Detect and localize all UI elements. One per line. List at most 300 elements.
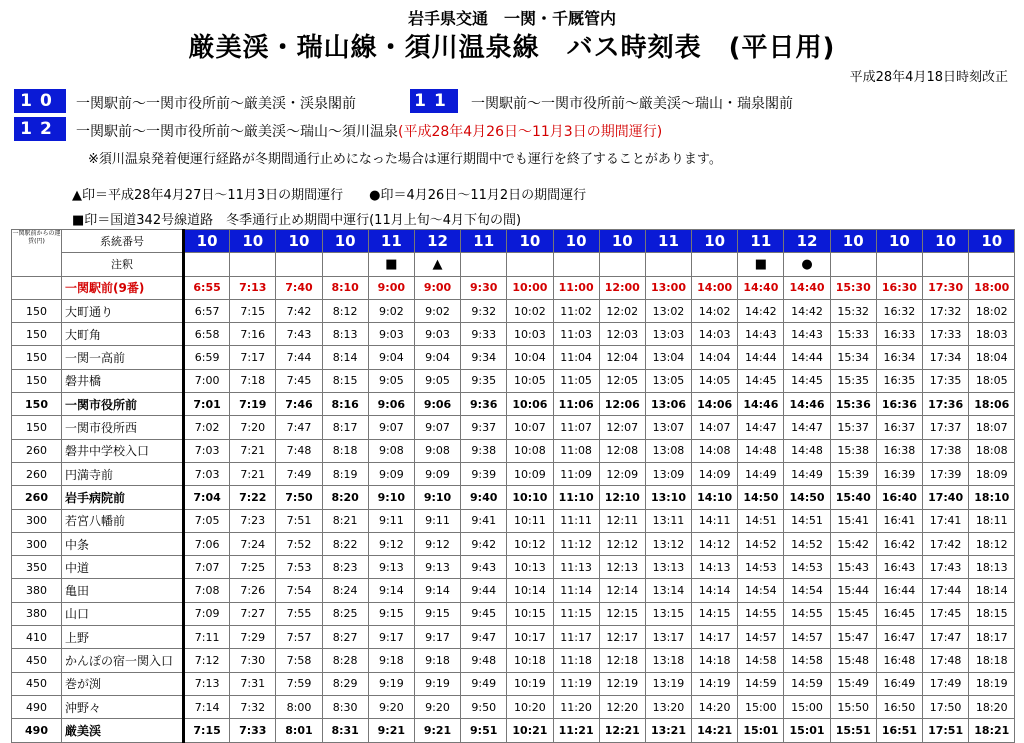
departure-time-cell: 17:41 bbox=[923, 509, 969, 532]
departure-time-cell: 12:21 bbox=[599, 719, 645, 742]
departure-time-cell: 7:01 bbox=[184, 393, 230, 416]
departure-time-cell: 11:12 bbox=[553, 532, 599, 555]
departure-time-cell: 12:06 bbox=[599, 393, 645, 416]
departure-time-cell: 15:37 bbox=[830, 416, 876, 439]
stop-row bbox=[12, 649, 1015, 672]
departure-time-cell: 7:40 bbox=[276, 276, 322, 299]
departure-time-cell: 14:17 bbox=[692, 626, 738, 649]
departure-time-cell: 7:09 bbox=[184, 602, 230, 625]
departure-time-cell: 6:57 bbox=[184, 299, 230, 322]
note-mark-cell bbox=[692, 253, 738, 276]
stop-name-cell: 中道 bbox=[62, 556, 184, 579]
note-mark-cell bbox=[923, 253, 969, 276]
route-number-cell: 10 bbox=[923, 230, 969, 253]
departure-time-cell: 8:15 bbox=[322, 369, 368, 392]
departure-time-cell: 12:00 bbox=[599, 276, 645, 299]
note-mark-cell bbox=[184, 253, 230, 276]
departure-time-cell: 16:45 bbox=[876, 602, 922, 625]
departure-time-cell: 13:21 bbox=[645, 719, 691, 742]
departure-time-cell: 7:45 bbox=[276, 369, 322, 392]
departure-time-cell: 9:45 bbox=[461, 602, 507, 625]
departure-time-cell: 7:17 bbox=[230, 346, 276, 369]
departure-time-cell: 15:49 bbox=[830, 672, 876, 695]
departure-time-cell: 13:17 bbox=[645, 626, 691, 649]
header-subtitle: 岩手県交通 一関・千厩管内 bbox=[407, 9, 616, 28]
departure-time-cell: 14:11 bbox=[692, 509, 738, 532]
note-label: 注釈 bbox=[62, 253, 184, 276]
departure-time-cell: 10:18 bbox=[507, 649, 553, 672]
departure-time-cell: 8:20 bbox=[322, 486, 368, 509]
departure-time-cell: 9:17 bbox=[368, 626, 414, 649]
route-number-cell: 10 bbox=[830, 230, 876, 253]
fare-cell: 380 bbox=[12, 602, 62, 625]
departure-time-cell: 6:59 bbox=[184, 346, 230, 369]
departure-time-cell: 10:17 bbox=[507, 626, 553, 649]
departure-time-cell: 15:40 bbox=[830, 486, 876, 509]
departure-time-cell: 7:08 bbox=[184, 579, 230, 602]
departure-time-cell: 13:09 bbox=[645, 462, 691, 485]
stop-row bbox=[12, 579, 1015, 602]
note-mark-cell bbox=[969, 253, 1015, 276]
departure-time-cell: 14:07 bbox=[692, 416, 738, 439]
departure-time-cell: 10:02 bbox=[507, 299, 553, 322]
departure-time-cell: 12:03 bbox=[599, 323, 645, 346]
departure-time-cell: 17:37 bbox=[923, 416, 969, 439]
route-number-cell: 10 bbox=[276, 230, 322, 253]
departure-time-cell: 7:13 bbox=[184, 672, 230, 695]
route-number-cell: 11 bbox=[738, 230, 784, 253]
fare-cell: 450 bbox=[12, 649, 62, 672]
departure-time-cell: 8:14 bbox=[322, 346, 368, 369]
departure-time-cell: 17:50 bbox=[923, 695, 969, 718]
departure-time-cell: 7:27 bbox=[230, 602, 276, 625]
departure-time-cell: 7:20 bbox=[230, 416, 276, 439]
departure-time-cell: 8:12 bbox=[322, 299, 368, 322]
departure-time-cell: 16:38 bbox=[876, 439, 922, 462]
departure-time-cell: 6:55 bbox=[184, 276, 230, 299]
departure-time-cell: 13:15 bbox=[645, 602, 691, 625]
note-mark-cell: ■ bbox=[368, 253, 414, 276]
departure-time-cell: 12:09 bbox=[599, 462, 645, 485]
departure-time-cell: 14:49 bbox=[738, 462, 784, 485]
departure-time-cell: 7:21 bbox=[230, 439, 276, 462]
departure-time-cell: 10:15 bbox=[507, 602, 553, 625]
departure-time-cell: 8:27 bbox=[322, 626, 368, 649]
departure-time-cell: 16:48 bbox=[876, 649, 922, 672]
departure-time-cell: 9:42 bbox=[461, 532, 507, 555]
fare-cell: 150 bbox=[12, 416, 62, 439]
departure-time-cell: 15:42 bbox=[830, 532, 876, 555]
departure-time-cell: 14:40 bbox=[738, 276, 784, 299]
fare-cell: 380 bbox=[12, 579, 62, 602]
fare-cell: 150 bbox=[12, 323, 62, 346]
departure-time-cell: 10:10 bbox=[507, 486, 553, 509]
stop-row bbox=[12, 323, 1015, 346]
note-mark-cell bbox=[599, 253, 645, 276]
route-10-description: 一関駅前～一関市役所前～厳美渓・渓泉閣前 bbox=[76, 96, 356, 112]
departure-time-cell: 15:43 bbox=[830, 556, 876, 579]
departure-time-cell: 14:52 bbox=[738, 532, 784, 555]
stop-name-cell: 一関一高前 bbox=[62, 346, 184, 369]
departure-time-cell: 12:18 bbox=[599, 649, 645, 672]
stop-row bbox=[12, 439, 1015, 462]
stop-name-cell: 磐井中学校入口 bbox=[62, 439, 184, 462]
departure-time-cell: 8:30 bbox=[322, 695, 368, 718]
stop-row bbox=[12, 509, 1015, 532]
departure-time-cell: 9:18 bbox=[368, 649, 414, 672]
departure-time-cell: 17:35 bbox=[923, 369, 969, 392]
stop-name-cell: 若宮八幡前 bbox=[62, 509, 184, 532]
departure-time-cell: 17:34 bbox=[923, 346, 969, 369]
departure-time-cell: 11:14 bbox=[553, 579, 599, 602]
stop-name-cell: 上野 bbox=[62, 626, 184, 649]
departure-time-cell: 9:39 bbox=[461, 462, 507, 485]
departure-time-cell: 7:47 bbox=[276, 416, 322, 439]
departure-time-cell: 9:15 bbox=[414, 602, 460, 625]
departure-time-cell: 15:36 bbox=[830, 393, 876, 416]
departure-time-cell: 13:11 bbox=[645, 509, 691, 532]
note-mark-cell bbox=[830, 253, 876, 276]
departure-time-cell: 7:11 bbox=[184, 626, 230, 649]
departure-time-cell: 13:03 bbox=[645, 323, 691, 346]
note-mark-cell bbox=[276, 253, 322, 276]
departure-time-cell: 7:16 bbox=[230, 323, 276, 346]
departure-time-cell: 9:08 bbox=[368, 439, 414, 462]
departure-time-cell: 7:14 bbox=[184, 695, 230, 718]
departure-time-cell: 10:12 bbox=[507, 532, 553, 555]
departure-time-cell: 13:08 bbox=[645, 439, 691, 462]
departure-time-cell: 14:54 bbox=[738, 579, 784, 602]
departure-time-cell: 18:17 bbox=[969, 626, 1015, 649]
stop-row bbox=[12, 486, 1015, 509]
departure-time-cell: 6:58 bbox=[184, 323, 230, 346]
fare-cell: 490 bbox=[12, 719, 62, 742]
departure-time-cell: 9:47 bbox=[461, 626, 507, 649]
departure-time-cell: 7:15 bbox=[230, 299, 276, 322]
departure-time-cell: 12:19 bbox=[599, 672, 645, 695]
stop-name-cell: 岩手病院前 bbox=[62, 486, 184, 509]
departure-time-cell: 9:13 bbox=[414, 556, 460, 579]
departure-time-cell: 7:42 bbox=[276, 299, 322, 322]
departure-time-cell: 7:43 bbox=[276, 323, 322, 346]
departure-time-cell: 16:35 bbox=[876, 369, 922, 392]
route-number-cell: 10 bbox=[876, 230, 922, 253]
departure-time-cell: 12:14 bbox=[599, 579, 645, 602]
departure-time-cell: 18:10 bbox=[969, 486, 1015, 509]
departure-time-cell: 14:44 bbox=[738, 346, 784, 369]
departure-time-cell: 14:08 bbox=[692, 439, 738, 462]
fare-cell: 410 bbox=[12, 626, 62, 649]
departure-time-cell: 8:18 bbox=[322, 439, 368, 462]
departure-time-cell: 18:00 bbox=[969, 276, 1015, 299]
departure-time-cell: 15:51 bbox=[830, 719, 876, 742]
stop-name-cell: 一関市役所前 bbox=[62, 393, 184, 416]
departure-time-cell: 15:35 bbox=[830, 369, 876, 392]
departure-time-cell: 17:44 bbox=[923, 579, 969, 602]
departure-time-cell: 16:50 bbox=[876, 695, 922, 718]
departure-time-cell: 14:52 bbox=[784, 532, 830, 555]
route-number-cell: 10 bbox=[553, 230, 599, 253]
departure-time-cell: 14:04 bbox=[692, 346, 738, 369]
departure-time-cell: 16:32 bbox=[876, 299, 922, 322]
departure-time-cell: 16:37 bbox=[876, 416, 922, 439]
departure-time-cell: 17:36 bbox=[923, 393, 969, 416]
departure-time-cell: 12:08 bbox=[599, 439, 645, 462]
fare-cell: 150 bbox=[12, 393, 62, 416]
departure-time-cell: 7:29 bbox=[230, 626, 276, 649]
route-12-path: 一関駅前～一関市役所前～厳美渓～瑞山～須川温泉 bbox=[76, 124, 398, 140]
departure-time-cell: 9:07 bbox=[414, 416, 460, 439]
departure-time-cell: 9:09 bbox=[414, 462, 460, 485]
departure-time-cell: 14:55 bbox=[784, 602, 830, 625]
departure-time-cell: 11:03 bbox=[553, 323, 599, 346]
departure-time-cell: 16:43 bbox=[876, 556, 922, 579]
route-12-description bbox=[76, 121, 662, 141]
departure-time-cell: 9:05 bbox=[414, 369, 460, 392]
stop-name-cell: 一関市役所西 bbox=[62, 416, 184, 439]
departure-time-cell: 14:20 bbox=[692, 695, 738, 718]
departure-time-cell: 12:17 bbox=[599, 626, 645, 649]
stop-row bbox=[12, 602, 1015, 625]
departure-time-cell: 10:20 bbox=[507, 695, 553, 718]
departure-time-cell: 9:10 bbox=[368, 486, 414, 509]
departure-time-cell: 15:33 bbox=[830, 323, 876, 346]
departure-time-cell: 11:20 bbox=[553, 695, 599, 718]
departure-time-cell: 10:09 bbox=[507, 462, 553, 485]
departure-time-cell: 18:07 bbox=[969, 416, 1015, 439]
departure-time-cell: 14:21 bbox=[692, 719, 738, 742]
departure-time-cell: 8:22 bbox=[322, 532, 368, 555]
departure-time-cell: 14:06 bbox=[692, 393, 738, 416]
departure-time-cell: 13:02 bbox=[645, 299, 691, 322]
departure-time-cell: 12:13 bbox=[599, 556, 645, 579]
route-number-row bbox=[12, 230, 1015, 253]
departure-time-cell: 16:49 bbox=[876, 672, 922, 695]
departure-time-cell: 14:03 bbox=[692, 323, 738, 346]
departure-time-cell: 8:28 bbox=[322, 649, 368, 672]
fare-cell: 490 bbox=[12, 695, 62, 718]
suspension-note: ※須川温泉発着便運行経路が冬期間通行止めになった場合は運行期間中でも運行を終了することがあります。 bbox=[88, 152, 722, 167]
stop-row bbox=[12, 393, 1015, 416]
departure-time-cell: 14:19 bbox=[692, 672, 738, 695]
stop-row bbox=[12, 695, 1015, 718]
departure-time-cell: 14:47 bbox=[738, 416, 784, 439]
departure-time-cell: 14:58 bbox=[738, 649, 784, 672]
departure-time-cell: 12:15 bbox=[599, 602, 645, 625]
departure-time-cell: 7:53 bbox=[276, 556, 322, 579]
departure-time-cell: 13:12 bbox=[645, 532, 691, 555]
departure-time-cell: 18:03 bbox=[969, 323, 1015, 346]
departure-time-cell: 18:06 bbox=[969, 393, 1015, 416]
departure-time-cell: 11:07 bbox=[553, 416, 599, 439]
departure-time-cell: 9:21 bbox=[414, 719, 460, 742]
departure-time-cell: 10:03 bbox=[507, 323, 553, 346]
departure-time-cell: 7:55 bbox=[276, 602, 322, 625]
departure-time-cell: 13:07 bbox=[645, 416, 691, 439]
departure-time-cell: 15:30 bbox=[830, 276, 876, 299]
departure-time-cell: 8:31 bbox=[322, 719, 368, 742]
departure-time-cell: 13:06 bbox=[645, 393, 691, 416]
departure-time-cell: 8:01 bbox=[276, 719, 322, 742]
departure-time-cell: 9:41 bbox=[461, 509, 507, 532]
departure-time-cell: 9:48 bbox=[461, 649, 507, 672]
departure-time-cell: 9:15 bbox=[368, 602, 414, 625]
departure-time-cell: 17:33 bbox=[923, 323, 969, 346]
stop-row bbox=[12, 719, 1015, 742]
note-mark-cell bbox=[876, 253, 922, 276]
departure-time-cell: 14:55 bbox=[738, 602, 784, 625]
departure-time-cell: 18:21 bbox=[969, 719, 1015, 742]
page-title: 厳美渓・瑞山線・須川温泉線 バス時刻表 (平日用) bbox=[188, 33, 836, 63]
route-number-cell: 10 bbox=[692, 230, 738, 253]
departure-time-cell: 9:37 bbox=[461, 416, 507, 439]
departure-time-cell: 10:04 bbox=[507, 346, 553, 369]
departure-time-cell: 14:13 bbox=[692, 556, 738, 579]
departure-time-cell: 7:13 bbox=[230, 276, 276, 299]
departure-time-cell: 12:10 bbox=[599, 486, 645, 509]
departure-time-cell: 9:19 bbox=[414, 672, 460, 695]
stop-row bbox=[12, 299, 1015, 322]
note-mark-cell bbox=[553, 253, 599, 276]
departure-time-cell: 14:57 bbox=[738, 626, 784, 649]
departure-time-cell: 8:24 bbox=[322, 579, 368, 602]
route-11-description: 一関駅前～一関市役所前～厳美渓～瑞山・瑞泉閣前 bbox=[471, 96, 793, 112]
departure-time-cell: 14:46 bbox=[784, 393, 830, 416]
departure-time-cell: 10:13 bbox=[507, 556, 553, 579]
departure-time-cell: 7:25 bbox=[230, 556, 276, 579]
departure-time-cell: 16:44 bbox=[876, 579, 922, 602]
departure-time-cell: 15:48 bbox=[830, 649, 876, 672]
route-badge-10: 10 bbox=[14, 89, 66, 113]
departure-time-cell: 12:20 bbox=[599, 695, 645, 718]
stop-row bbox=[12, 532, 1015, 555]
departure-time-cell: 13:04 bbox=[645, 346, 691, 369]
note-mark-cell bbox=[230, 253, 276, 276]
note-mark-cell: ■ bbox=[738, 253, 784, 276]
departure-time-cell: 7:52 bbox=[276, 532, 322, 555]
departure-time-cell: 11:17 bbox=[553, 626, 599, 649]
departure-time-cell: 18:02 bbox=[969, 299, 1015, 322]
departure-time-cell: 15:00 bbox=[738, 695, 784, 718]
departure-time-cell: 17:38 bbox=[923, 439, 969, 462]
departure-time-cell: 9:30 bbox=[461, 276, 507, 299]
stop-row bbox=[12, 556, 1015, 579]
departure-time-cell: 14:00 bbox=[692, 276, 738, 299]
stop-row bbox=[12, 346, 1015, 369]
departure-time-cell: 7:33 bbox=[230, 719, 276, 742]
departure-time-cell: 11:00 bbox=[553, 276, 599, 299]
departure-time-cell: 11:18 bbox=[553, 649, 599, 672]
departure-time-cell: 15:01 bbox=[738, 719, 784, 742]
fare-cell: 260 bbox=[12, 439, 62, 462]
departure-time-cell: 9:17 bbox=[414, 626, 460, 649]
stop-name-cell: 磐井橋 bbox=[62, 369, 184, 392]
departure-time-cell: 15:50 bbox=[830, 695, 876, 718]
fare-cell: 300 bbox=[12, 532, 62, 555]
departure-time-cell: 7:31 bbox=[230, 672, 276, 695]
departure-time-cell: 14:51 bbox=[784, 509, 830, 532]
departure-time-cell: 10:05 bbox=[507, 369, 553, 392]
note-mark-cell bbox=[461, 253, 507, 276]
departure-time-cell: 14:50 bbox=[738, 486, 784, 509]
departure-time-cell: 9:12 bbox=[414, 532, 460, 555]
route-number-cell: 11 bbox=[461, 230, 507, 253]
fare-cell: 300 bbox=[12, 509, 62, 532]
departure-time-cell: 18:20 bbox=[969, 695, 1015, 718]
departure-time-cell: 16:39 bbox=[876, 462, 922, 485]
departure-time-cell: 9:21 bbox=[368, 719, 414, 742]
departure-time-cell: 13:10 bbox=[645, 486, 691, 509]
departure-time-cell: 7:00 bbox=[184, 369, 230, 392]
departure-time-cell: 14:51 bbox=[738, 509, 784, 532]
departure-time-cell: 7:46 bbox=[276, 393, 322, 416]
departure-time-cell: 9:04 bbox=[368, 346, 414, 369]
departure-time-cell: 7:02 bbox=[184, 416, 230, 439]
departure-time-cell: 8:25 bbox=[322, 602, 368, 625]
departure-time-cell: 15:00 bbox=[784, 695, 830, 718]
route-number-label: 系統番号 bbox=[62, 230, 184, 253]
departure-time-cell: 15:32 bbox=[830, 299, 876, 322]
departure-time-cell: 16:34 bbox=[876, 346, 922, 369]
stop-row bbox=[12, 462, 1015, 485]
departure-time-cell: 14:02 bbox=[692, 299, 738, 322]
departure-time-cell: 17:51 bbox=[923, 719, 969, 742]
stop-name-cell: 沖野々 bbox=[62, 695, 184, 718]
stop-name-cell: 大町通り bbox=[62, 299, 184, 322]
departure-time-cell: 9:34 bbox=[461, 346, 507, 369]
departure-time-cell: 9:00 bbox=[368, 276, 414, 299]
note-mark-cell: ▲ bbox=[414, 253, 460, 276]
departure-time-cell: 18:09 bbox=[969, 462, 1015, 485]
departure-time-cell: 10:21 bbox=[507, 719, 553, 742]
departure-time-cell: 10:06 bbox=[507, 393, 553, 416]
departure-time-cell: 17:49 bbox=[923, 672, 969, 695]
departure-time-cell: 14:44 bbox=[784, 346, 830, 369]
fare-cell: 150 bbox=[12, 346, 62, 369]
departure-time-cell: 9:38 bbox=[461, 439, 507, 462]
stop-name-cell: 亀田 bbox=[62, 579, 184, 602]
departure-time-cell: 12:02 bbox=[599, 299, 645, 322]
departure-time-cell: 9:20 bbox=[368, 695, 414, 718]
departure-time-cell: 15:39 bbox=[830, 462, 876, 485]
route-number-cell: 10 bbox=[184, 230, 230, 253]
departure-time-cell: 14:54 bbox=[784, 579, 830, 602]
stop-name-cell: 円満寺前 bbox=[62, 462, 184, 485]
stop-row bbox=[12, 416, 1015, 439]
departure-time-cell: 9:14 bbox=[368, 579, 414, 602]
departure-time-cell: 7:12 bbox=[184, 649, 230, 672]
departure-time-cell: 13:00 bbox=[645, 276, 691, 299]
route-number-cell: 10 bbox=[507, 230, 553, 253]
departure-time-cell: 9:51 bbox=[461, 719, 507, 742]
departure-time-cell: 14:43 bbox=[784, 323, 830, 346]
departure-time-cell: 10:00 bbox=[507, 276, 553, 299]
stop-row bbox=[12, 276, 1015, 299]
departure-time-cell: 14:57 bbox=[784, 626, 830, 649]
stop-name-cell: 一関駅前(9番) bbox=[62, 276, 184, 299]
departure-time-cell: 9:44 bbox=[461, 579, 507, 602]
departure-time-cell: 13:20 bbox=[645, 695, 691, 718]
departure-time-cell: 9:07 bbox=[368, 416, 414, 439]
departure-time-cell: 12:04 bbox=[599, 346, 645, 369]
stop-row bbox=[12, 672, 1015, 695]
departure-time-cell: 9:43 bbox=[461, 556, 507, 579]
departure-time-cell: 9:04 bbox=[414, 346, 460, 369]
route-number-cell: 11 bbox=[368, 230, 414, 253]
departure-time-cell: 14:43 bbox=[738, 323, 784, 346]
departure-time-cell: 14:12 bbox=[692, 532, 738, 555]
departure-time-cell: 15:44 bbox=[830, 579, 876, 602]
